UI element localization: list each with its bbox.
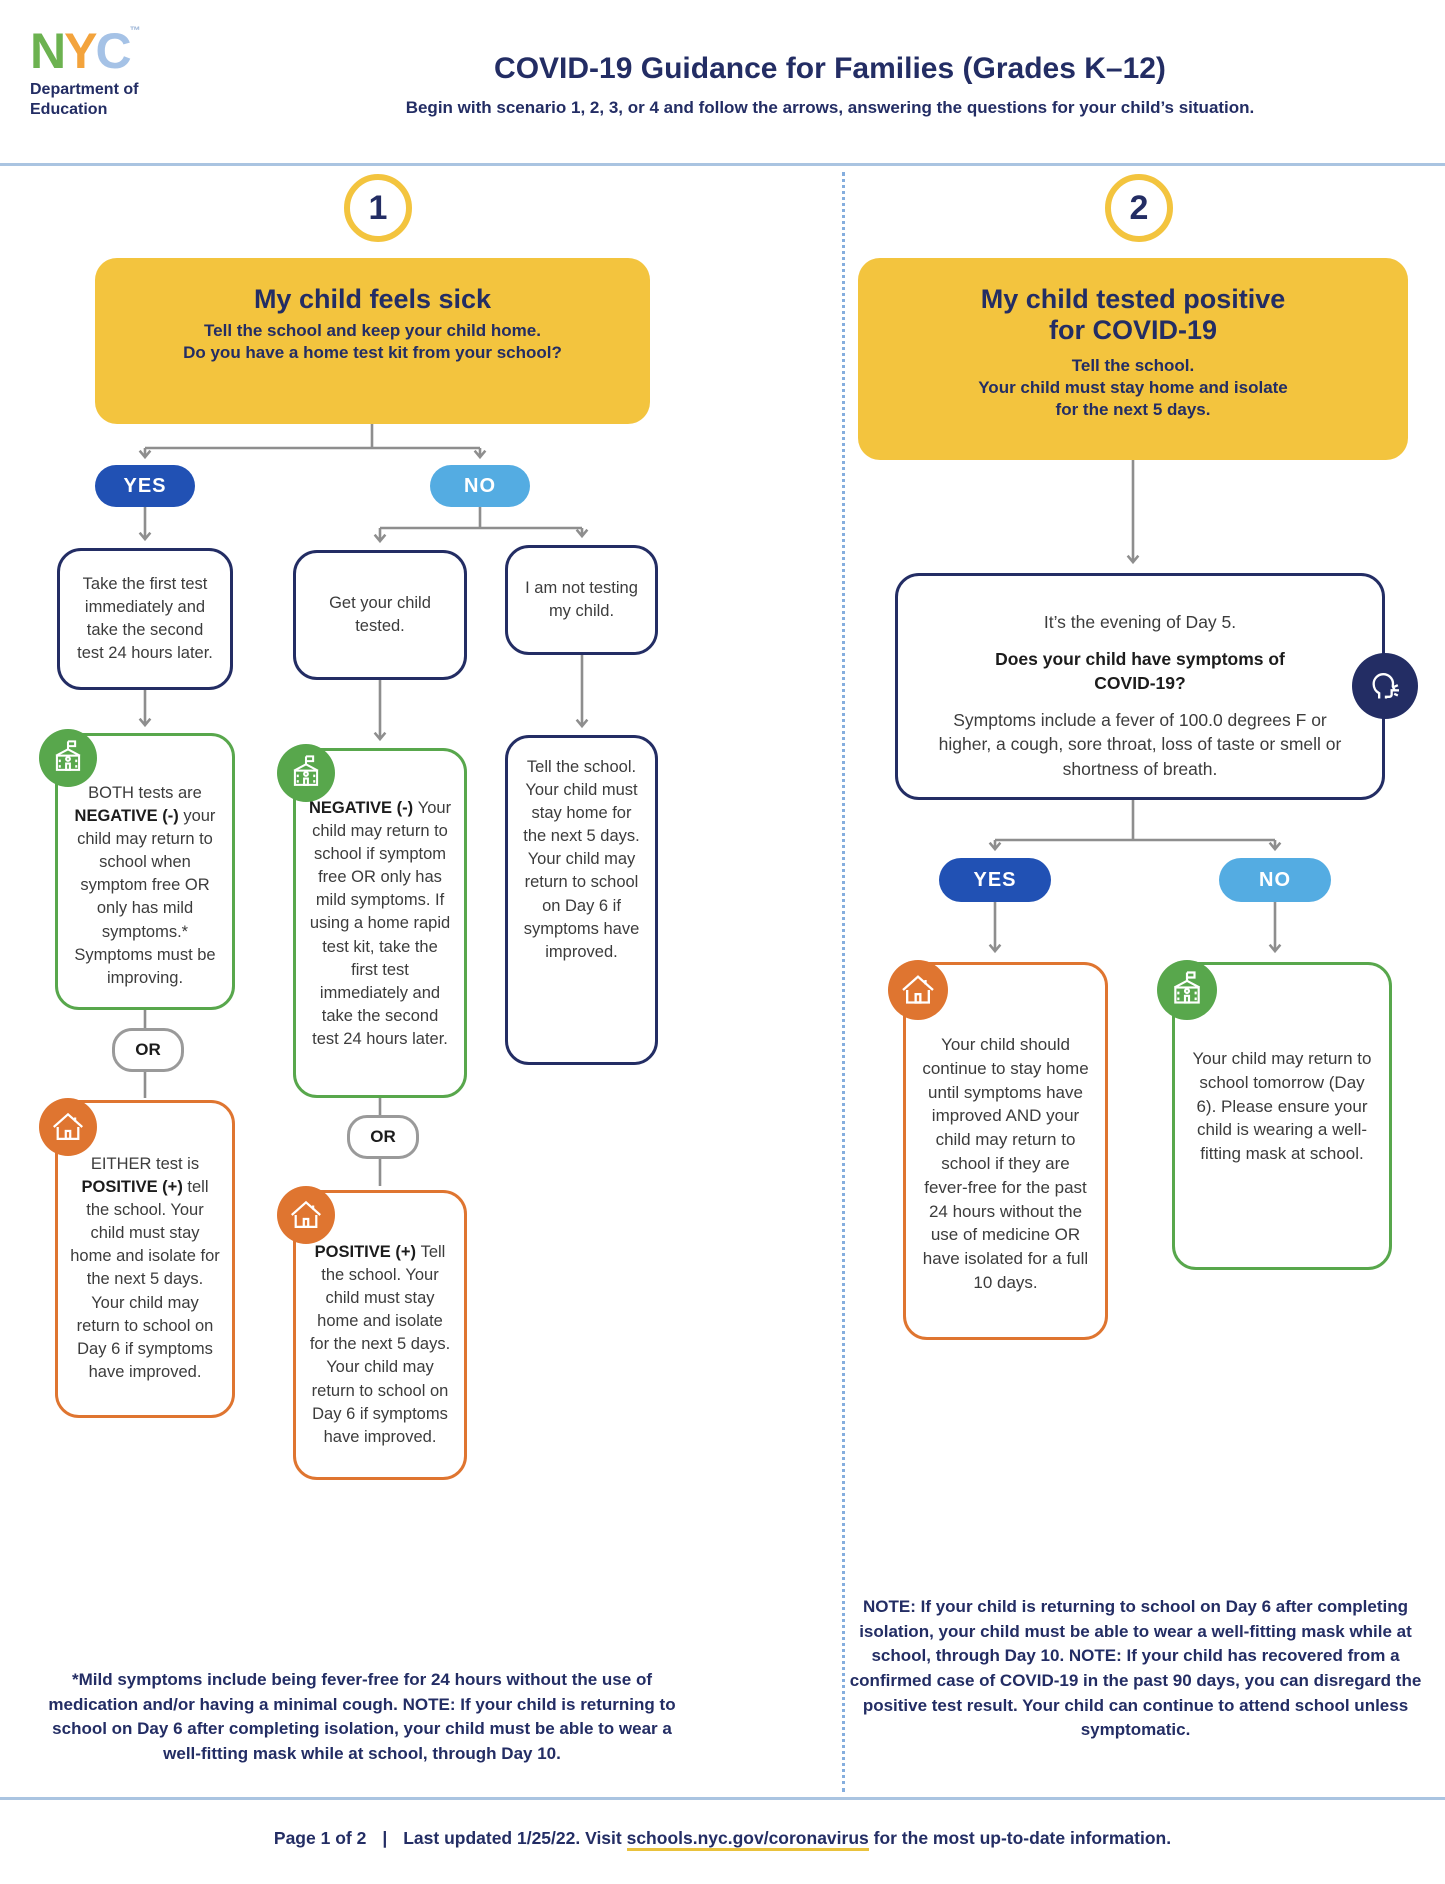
coronavirus-info-link[interactable]: schools.nyc.gov/coronavirus	[627, 1828, 869, 1851]
page-subtitle: Begin with scenario 1, 2, 3, or 4 and follow the arrows, answering the questions for your child’s situation.	[405, 98, 1255, 117]
house-icon	[888, 960, 948, 1020]
scenario1-or-connector-middle: OR	[347, 1115, 419, 1159]
scenario1-start-box	[95, 258, 650, 424]
day5-question: Does your child have symptoms of COVID-19?	[995, 648, 1285, 693]
nyc-logo-letters: NYC™	[30, 23, 141, 79]
school-icon	[39, 729, 97, 787]
scenario2-title-line1: My child tested positive	[980, 284, 1286, 314]
scenario2-no-pill: NO	[1219, 858, 1331, 902]
page-number: Page 1 of 2	[273, 1828, 367, 1848]
scenario1-both-negative-box: BOTH tests are NEGATIVE (-) your child may return to school when symptom free OR only has mild symptoms.* Symptoms must be improving.	[55, 733, 235, 1010]
scenario2-subtitle-line1: Tell the school.	[1071, 356, 1195, 375]
footer-separator: |	[382, 1828, 388, 1848]
scenario1-or-connector-left: OR	[112, 1028, 184, 1072]
scenario1-get-tested-box: Get your child tested.	[293, 550, 467, 680]
scenario1-negative-box: NEGATIVE (-) Your child may return to school if symptom free OR only has mild symptoms. If using a home rapid test kit, take the first test immediately and take the second test 24 hours later.	[293, 748, 467, 1098]
department-of-education-label: Department of Education	[30, 81, 139, 118]
scenario2-start-box	[858, 258, 1408, 460]
scenario2-footnote: NOTE: If your child is returning to school on Day 6 after completing isolation, your child must be able to wear a well-fitting mask while at school, through Day 10. NOTE: If your child has recovered from a confirmed case of COVID-19 in the past 90 days, you can disregard the positive test result. Your child can continue to attend school unless symptomatic.	[849, 1597, 1422, 1740]
scenario2-day5-question-box	[895, 573, 1385, 800]
scenario2-title-line2: for COVID-19	[1048, 315, 1218, 345]
scenario2-subtitle-line2: Your child must stay home and isolate	[978, 378, 1288, 397]
scenario2-number-badge: 2	[1105, 174, 1173, 242]
scenario1-number-badge: 1	[344, 174, 412, 242]
day5-symptom-detail: Symptoms include a fever of 100.0 degrees F or higher, a cough, sore throat, loss of taste or smell or shortness of breath.	[938, 709, 1342, 779]
scenario1-subtitle-line1: Tell the school and keep your child home.	[204, 321, 541, 340]
house-icon	[277, 1186, 335, 1244]
scenario2-no-result-box: Your child may return to school tomorrow (Day 6). Please ensure your child is wearing a well-fitting mask at school.	[1172, 962, 1392, 1270]
house-icon	[39, 1098, 97, 1156]
day5-line1: It’s the evening of Day 5.	[1043, 612, 1237, 632]
footer-suffix-text: for the most up-to-date information.	[868, 1828, 1172, 1848]
scenario2-yes-result-box: Your child should continue to stay home until symptoms have improved AND your child may return to school if they are fever-free for the past 24 hours without the use of medicine OR have isolated for a full 10 days.	[903, 962, 1108, 1340]
scenario2-yes-pill: YES	[939, 858, 1051, 902]
scenario1-take-tests-box: Take the first test immediately and take the second test 24 hours later.	[57, 548, 233, 690]
page-title: COVID-19 Guidance for Families (Grades K–12)	[494, 52, 1166, 85]
scenario1-either-positive-box: EITHER test is POSITIVE (+) tell the school. Your child must stay home and isolate for the next 5 days. Your child may return to school on Day 6 if symptoms have improved.	[55, 1100, 235, 1418]
scenario2-subtitle-line3: for the next 5 days.	[1055, 400, 1211, 419]
school-icon	[1157, 960, 1217, 1020]
scenario1-positive-box: POSITIVE (+) Tell the school. Your child must stay home and isolate for the next 5 days. Your child may return to school on Day 6 if symptoms have improved.	[293, 1190, 467, 1480]
scenario1-title: My child feels sick	[253, 284, 492, 314]
scenario1-no-pill: NO	[430, 465, 530, 507]
scenario1-subtitle-line2: Do you have a home test kit from your school?	[183, 343, 562, 362]
scenario1-stay-home-box: Tell the school. Your child must stay home for the next 5 days. Your child may return to school on Day 6 if symptoms have improved.	[505, 735, 658, 1065]
scenario1-footnote: *Mild symptoms include being fever-free for 24 hours without the use of medication and/or having a minimal cough. NOTE: If your child is returning to school on Day 6 after completing isolation, your child must be able to wear a well-fitting mask while at school, through Day 10.	[48, 1670, 676, 1763]
last-updated-text: Last updated 1/25/22. Visit	[403, 1828, 627, 1848]
scenario1-yes-pill: YES	[95, 465, 195, 507]
scenario1-not-testing-box: I am not testing my child.	[505, 545, 658, 655]
coughing-person-icon	[1352, 653, 1418, 719]
school-icon	[277, 744, 335, 802]
